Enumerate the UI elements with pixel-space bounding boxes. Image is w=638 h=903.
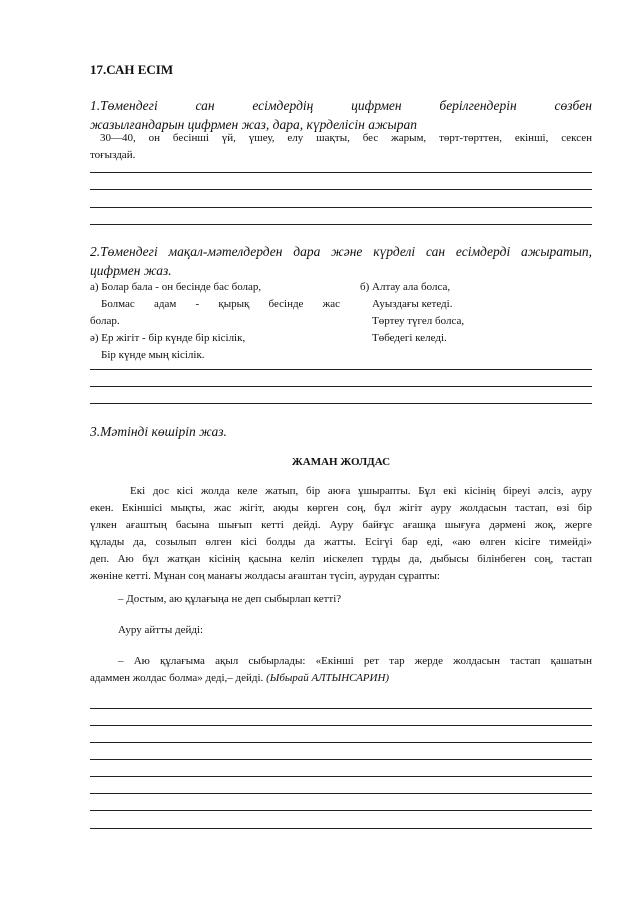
proverb-line: болар.	[90, 315, 120, 327]
story-line: адаммен жолдас болма» деді,– дейді.	[90, 672, 264, 684]
story-author: (Ыбырай АЛТЫНСАРИН)	[266, 672, 390, 684]
story-line: үлкен ағаштың басына шығып кетті дейді. Ауру байғұс ағашқа шығуға дәрмені жоқ, жерге	[90, 519, 592, 531]
story-ending	[90, 653, 592, 687]
answer-line[interactable]	[90, 386, 592, 387]
task3-question: 3.Мәтінді көшіріп жаз.	[90, 424, 227, 439]
task1-material-line1: 30—40, он бесінші үй, үшеу, елу шақты, бес жарым, төрт-төрттен, екінші, сексен	[100, 132, 592, 144]
proverb-line: а) Болар бала - он бесінде бас болар,	[90, 281, 262, 293]
task1-material	[90, 130, 592, 164]
story-title: ЖАМАН ЖОЛДАС	[291, 456, 391, 468]
story-line: – Аю құлағыма ақыл сыбырлады: «Екінші рет тар жерде жолдасын тастап қашатын	[118, 655, 592, 667]
task1-question-line1: 1.Төмендегі сан есімдердің цифрмен берілгендерін сөзбен	[90, 98, 592, 113]
proverb-left-column	[90, 279, 340, 364]
answer-line[interactable]	[90, 369, 592, 370]
answer-line[interactable]	[90, 172, 592, 173]
proverb-line: Ауыздағы кетеді.	[372, 298, 453, 310]
proverb-right-column	[360, 279, 592, 347]
proverb-line: ә) Ер жігіт - бір күнде бір кісілік,	[90, 332, 246, 344]
task1-material-line2: тоғыздай.	[90, 149, 136, 161]
answer-line[interactable]	[90, 189, 592, 190]
answer-line[interactable]	[90, 776, 592, 777]
answer-line[interactable]	[90, 708, 592, 709]
answer-line[interactable]	[90, 403, 592, 404]
answer-line[interactable]	[90, 725, 592, 726]
task1-question	[90, 96, 592, 134]
answer-line[interactable]	[90, 793, 592, 794]
page-title: 17.САН ЕСІМ	[90, 62, 174, 77]
story-paragraph	[90, 483, 592, 585]
answer-line[interactable]	[90, 224, 592, 225]
story-line: екен. Екіншісі мықты, жас жігіт, аюды көрген соң, бұл жігіт ауру жолдасын тастап, өзі бір	[90, 502, 592, 514]
story-line: құлады да, созылып өлген кісі болды да жатты. Есігүі бар еді, «аю өлген кісіге тимейді»	[90, 536, 592, 548]
answer-line[interactable]	[90, 828, 592, 829]
answer-line[interactable]	[90, 207, 592, 208]
task1-question-line2: жазылғандарын цифрмен жаз, дара, күрделісін ажырап	[90, 117, 417, 132]
proverb-line: б) Алтау ала болса,	[360, 281, 451, 293]
proverb-line: Төбедегі келеді.	[372, 332, 447, 344]
story-line: жөніне кетті. Мұнан соң манағы жолдасы ағаштан түсіп, аурудан сұрапты:	[90, 570, 440, 582]
task2-question-line1: 2.Төмендегі мақал-мәтелдерден дара және күрделі сан есімдерді ажыратып,	[90, 244, 592, 259]
answer-line[interactable]	[90, 810, 592, 811]
answer-line[interactable]	[90, 759, 592, 760]
story-line: деп. Аю бұл жатқан кісінің қасына келіп иіскелеп тұрды да, дыбысы білінбеген соң, тастап	[90, 553, 592, 565]
proverb-line: Болмас адам - қырық бесінде жас	[101, 298, 340, 310]
task2-question	[90, 242, 592, 280]
task2-question-line2: цифрмен жаз.	[90, 263, 172, 278]
dialogue-line: – Достым, аю құлағыңа не деп сыбырлап кетті?	[118, 593, 342, 605]
dialogue-line: Ауру айтты дейді:	[118, 624, 204, 636]
story-line: Екі дос кісі жолда келе жатып, бір аюға ұшырапты. Бұл екі кісінің біреуі әлсіз, ауру	[130, 485, 592, 497]
proverb-line: Төртеу түгел болса,	[372, 315, 465, 327]
answer-line[interactable]	[90, 742, 592, 743]
proverb-line: Бір күнде мың кісілік.	[101, 349, 205, 361]
